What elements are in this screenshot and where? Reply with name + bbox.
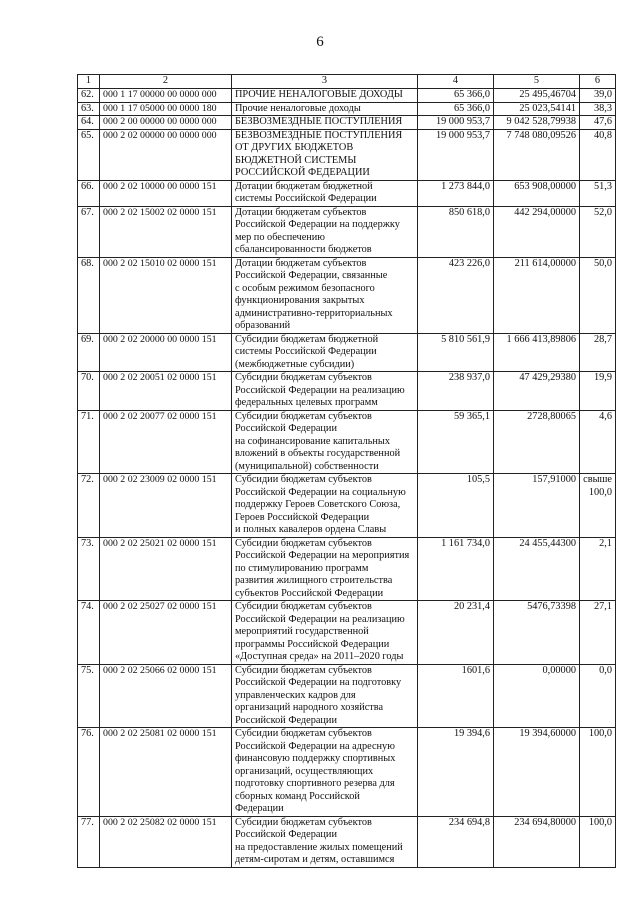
percent-cell: 19,9	[580, 372, 616, 411]
revenue-name-cell: Субсидии бюджетам субъектов Российской Федерации на социальную поддержку Героев Советского Союза, Героев Российской Федерации и полных кавалеров ордена Славы	[232, 474, 418, 538]
planned-amount-cell: 1601,6	[418, 664, 494, 728]
row-number-cell: 74.	[78, 601, 100, 665]
actual-amount-cell: 0,00000	[494, 664, 580, 728]
actual-amount-cell: 24 455,44300	[494, 537, 580, 601]
table-row	[78, 601, 616, 665]
revenue-name-cell: Дотации бюджетам субъектов Российской Федерации на поддержку мер по обеспечению сбалансированности бюджетов	[232, 206, 418, 257]
planned-amount-cell: 65 366,0	[418, 89, 494, 103]
table-row	[78, 816, 616, 867]
row-number-cell: 62.	[78, 89, 100, 103]
actual-amount-cell: 7 748 080,09526	[494, 129, 580, 180]
budget-code-cell: 000 2 02 00000 00 0000 000	[100, 129, 232, 180]
table-row	[78, 410, 616, 474]
budget-code-cell: 000 1 17 00000 00 0000 000	[100, 89, 232, 103]
planned-amount-cell: 423 226,0	[418, 257, 494, 333]
percent-cell: 27,1	[580, 601, 616, 665]
row-number-cell: 71.	[78, 410, 100, 474]
table-row	[78, 180, 616, 206]
row-number-cell: 64.	[78, 116, 100, 130]
planned-amount-cell: 20 231,4	[418, 601, 494, 665]
budget-code-cell: 000 2 02 25021 02 0000 151	[100, 537, 232, 601]
row-number-cell: 72.	[78, 474, 100, 538]
budget-code-cell: 000 2 02 20000 00 0000 151	[100, 333, 232, 372]
row-number-cell: 76.	[78, 728, 100, 817]
budget-code-cell: 000 2 02 20077 02 0000 151	[100, 410, 232, 474]
percent-cell: 0,0	[580, 664, 616, 728]
percent-cell: 50,0	[580, 257, 616, 333]
planned-amount-cell: 105,5	[418, 474, 494, 538]
revenue-name-cell: Субсидии бюджетам субъектов Российской Федерации на адресную финансовую поддержку спортивных организаций, осуществляющих подготовку спортивного резерва для сборных команд Российской Федерации	[232, 728, 418, 817]
percent-cell: 39,0	[580, 89, 616, 103]
planned-amount-cell: 59 365,1	[418, 410, 494, 474]
budget-code-cell: 000 2 02 25082 02 0000 151	[100, 816, 232, 867]
table-row	[78, 129, 616, 180]
row-number-cell: 66.	[78, 180, 100, 206]
actual-amount-cell: 5476,73398	[494, 601, 580, 665]
table-row	[78, 372, 616, 411]
revenue-name-cell: Субсидии бюджетам субъектов Российской Федерации на софинансирование капитальных вложений в объекты государственной (муниципальной) собственности	[232, 410, 418, 474]
budget-code-cell: 000 2 02 25027 02 0000 151	[100, 601, 232, 665]
revenue-name-cell: БЕЗВОЗМЕЗДНЫЕ ПОСТУПЛЕНИЯ ОТ ДРУГИХ БЮДЖЕТОВ БЮДЖЕТНОЙ СИСТЕМЫ РОССИЙСКОЙ ФЕДЕРАЦИИ	[232, 129, 418, 180]
percent-cell: 28,7	[580, 333, 616, 372]
revenue-name-cell: Субсидии бюджетам субъектов Российской Федерации на предоставление жилых помещений детям-сиротам и детям, оставшимся	[232, 816, 418, 867]
table-row	[78, 206, 616, 257]
row-number-cell: 63.	[78, 102, 100, 116]
planned-amount-cell: 1 161 734,0	[418, 537, 494, 601]
column-header: 6	[580, 75, 616, 89]
table-row	[78, 116, 616, 130]
revenue-name-cell: Субсидии бюджетам субъектов Российской Федерации на мероприятия по стимулированию программ развития жилищного строительства субъектов Российской Федерации	[232, 537, 418, 601]
actual-amount-cell: 157,91000	[494, 474, 580, 538]
revenue-name-cell: Субсидии бюджетам субъектов Российской Федерации на подготовку управленческих кадров для организаций народного хозяйства Российской Федерации	[232, 664, 418, 728]
budget-code-cell: 000 1 17 05000 00 0000 180	[100, 102, 232, 116]
actual-amount-cell: 211 614,00000	[494, 257, 580, 333]
actual-amount-cell: 25 023,54141	[494, 102, 580, 116]
actual-amount-cell: 19 394,60000	[494, 728, 580, 817]
page-bottom-margin	[0, 868, 640, 905]
percent-cell: 52,0	[580, 206, 616, 257]
table-row	[78, 664, 616, 728]
column-header: 5	[494, 75, 580, 89]
revenue-name-cell: Прочие неналоговые доходы	[232, 102, 418, 116]
percent-cell: 38,3	[580, 102, 616, 116]
row-number-cell: 77.	[78, 816, 100, 867]
row-number-cell: 73.	[78, 537, 100, 601]
revenue-name-cell: Субсидии бюджетам субъектов Российской Федерации на реализацию мероприятий государственной программы Российской Федерации «Доступная среда» на 2011–2020 годы	[232, 601, 418, 665]
budget-code-cell: 000 2 02 25066 02 0000 151	[100, 664, 232, 728]
row-number-cell: 68.	[78, 257, 100, 333]
table-row	[78, 102, 616, 116]
actual-amount-cell: 25 495,46704	[494, 89, 580, 103]
actual-amount-cell: 2728,80065	[494, 410, 580, 474]
revenue-name-cell: БЕЗВОЗМЕЗДНЫЕ ПОСТУПЛЕНИЯ	[232, 116, 418, 130]
actual-amount-cell: 9 042 528,79938	[494, 116, 580, 130]
planned-amount-cell: 1 273 844,0	[418, 180, 494, 206]
planned-amount-cell: 19 000 953,7	[418, 116, 494, 130]
column-header: 4	[418, 75, 494, 89]
row-number-cell: 67.	[78, 206, 100, 257]
column-header: 1	[78, 75, 100, 89]
table-row	[78, 333, 616, 372]
actual-amount-cell: 442 294,00000	[494, 206, 580, 257]
table-row	[78, 537, 616, 601]
header-row	[78, 75, 616, 89]
budget-code-cell: 000 2 02 10000 00 0000 151	[100, 180, 232, 206]
percent-cell: свыше 100,0	[580, 474, 616, 538]
actual-amount-cell: 234 694,80000	[494, 816, 580, 867]
percent-cell: 100,0	[580, 816, 616, 867]
planned-amount-cell: 19 000 953,7	[418, 129, 494, 180]
budget-code-cell: 000 2 02 25081 02 0000 151	[100, 728, 232, 817]
revenue-name-cell: ПРОЧИЕ НЕНАЛОГОВЫЕ ДОХОДЫ	[232, 89, 418, 103]
row-number-cell: 65.	[78, 129, 100, 180]
column-header: 2	[100, 75, 232, 89]
budget-code-cell: 000 2 02 20051 02 0000 151	[100, 372, 232, 411]
planned-amount-cell: 65 366,0	[418, 102, 494, 116]
table-row	[78, 728, 616, 817]
row-number-cell: 75.	[78, 664, 100, 728]
budget-code-cell: 000 2 02 15010 02 0000 151	[100, 257, 232, 333]
table-row	[78, 257, 616, 333]
revenue-name-cell: Субсидии бюджетам субъектов Российской Федерации на реализацию федеральных целевых программ	[232, 372, 418, 411]
table-row	[78, 89, 616, 103]
budget-code-cell: 000 2 00 00000 00 0000 000	[100, 116, 232, 130]
actual-amount-cell: 1 666 413,89806	[494, 333, 580, 372]
percent-cell: 47,6	[580, 116, 616, 130]
percent-cell: 51,3	[580, 180, 616, 206]
table-row	[78, 474, 616, 538]
column-header: 3	[232, 75, 418, 89]
budget-code-cell: 000 2 02 23009 02 0000 151	[100, 474, 232, 538]
row-number-cell: 69.	[78, 333, 100, 372]
revenue-name-cell: Дотации бюджетам субъектов Российской Федерации, связанные с особым режимом безопасного функционирования закрытых административно-территориальных образований	[232, 257, 418, 333]
percent-cell: 40,8	[580, 129, 616, 180]
percent-cell: 2,1	[580, 537, 616, 601]
planned-amount-cell: 5 810 561,9	[418, 333, 494, 372]
planned-amount-cell: 850 618,0	[418, 206, 494, 257]
revenue-name-cell: Дотации бюджетам бюджетной системы Российской Федерации	[232, 180, 418, 206]
revenue-name-cell: Субсидии бюджетам бюджетной системы Российской Федерации (межбюджетные субсидии)	[232, 333, 418, 372]
percent-cell: 100,0	[580, 728, 616, 817]
actual-amount-cell: 47 429,29380	[494, 372, 580, 411]
percent-cell: 4,6	[580, 410, 616, 474]
row-number-cell: 70.	[78, 372, 100, 411]
page-number: 6	[316, 34, 324, 50]
budget-table	[77, 74, 616, 868]
budget-code-cell: 000 2 02 15002 02 0000 151	[100, 206, 232, 257]
planned-amount-cell: 238 937,0	[418, 372, 494, 411]
planned-amount-cell: 234 694,8	[418, 816, 494, 867]
actual-amount-cell: 653 908,00000	[494, 180, 580, 206]
planned-amount-cell: 19 394,6	[418, 728, 494, 817]
